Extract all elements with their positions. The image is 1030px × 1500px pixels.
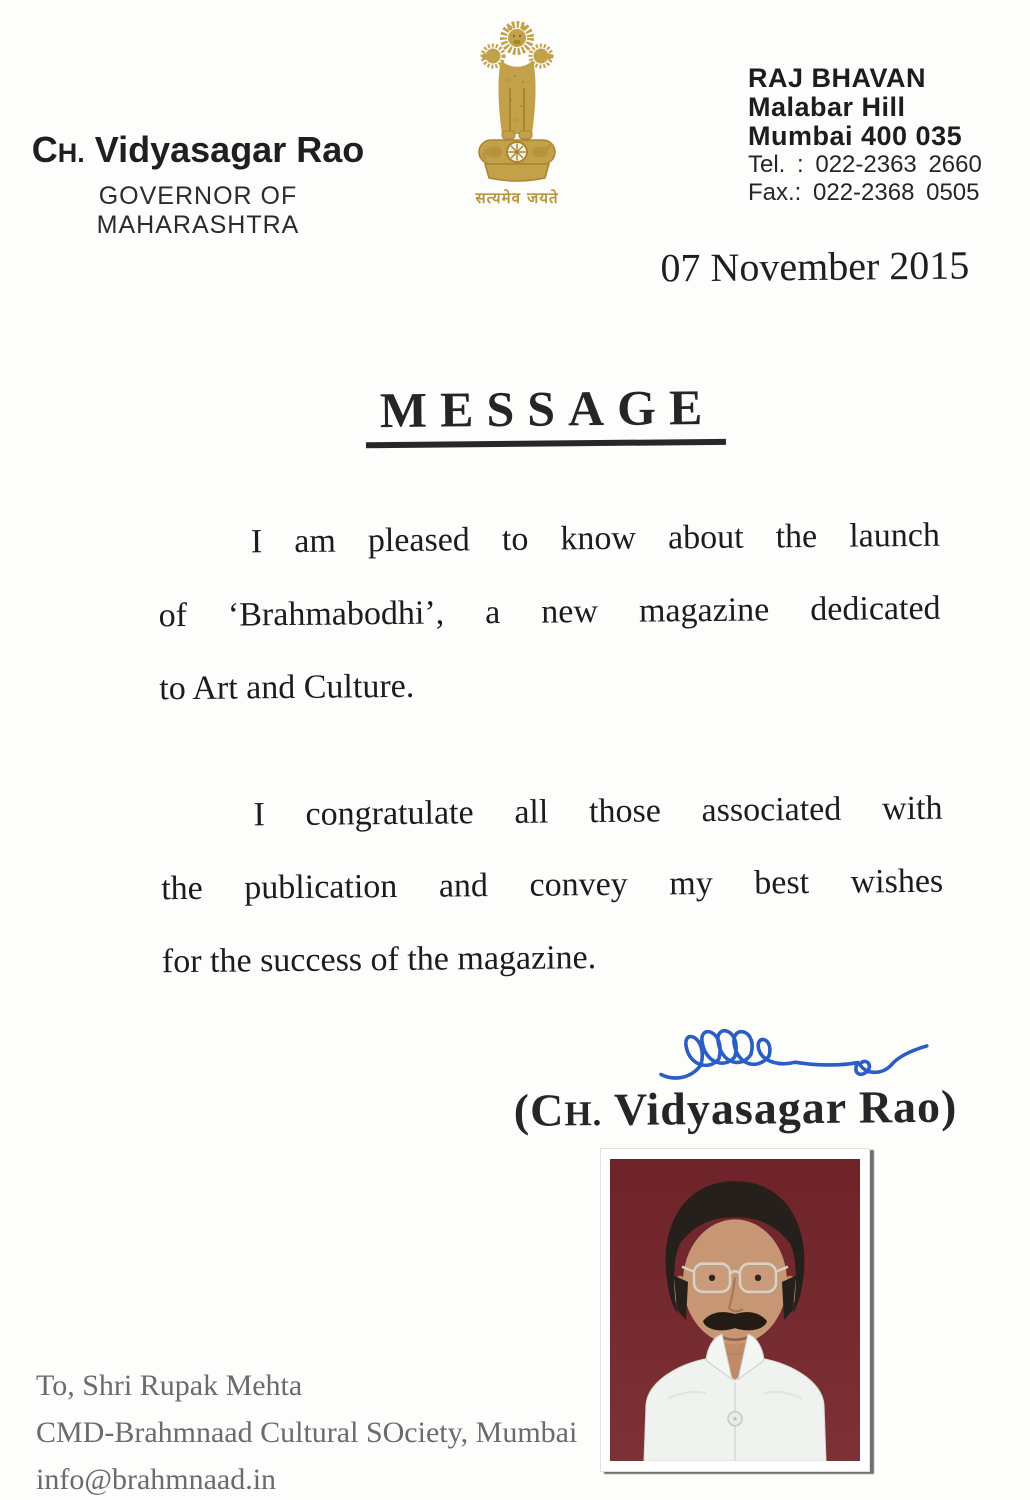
letter-title: MESSAGE — [366, 378, 726, 448]
address-fax: Fax.: 022-2368 0505 — [748, 179, 980, 206]
sender-name-smallcap: H. — [57, 138, 85, 168]
address-tel: Tel. : 022-2363 2660 — [748, 151, 982, 178]
signatory-open: (C — [513, 1084, 565, 1136]
paragraph-line: of ‘Brahmabodhi’, a new magazine dedicated — [158, 589, 941, 635]
paragraph-2 — [160, 772, 944, 998]
paragraph-1 — [158, 499, 942, 725]
paragraph-line: the publication and convey my best wishes — [161, 862, 944, 908]
paragraph-line: for the success of the magazine. — [161, 939, 597, 981]
letter-date: 07 November 2015 — [660, 242, 970, 291]
address-line: Mumbai 400 035 — [748, 121, 963, 151]
address-line: RAJ BHAVAN — [748, 63, 927, 93]
paragraph-line: I congratulate all those associated with — [253, 789, 943, 834]
paragraph-line: to Art and Culture. — [159, 667, 415, 708]
recipient-line: CMD-Brahmnaad Cultural SOciety, Mumbai — [36, 1416, 578, 1449]
emblem-motto: सत्यमेव जयते — [475, 189, 559, 207]
recipient-line: To, Shri Rupak Mehta — [36, 1369, 303, 1402]
governor-portrait-image — [610, 1159, 860, 1461]
recipient-block — [36, 1362, 577, 1500]
sender-name-initial: C — [31, 129, 58, 170]
sender-title: GOVERNOR OF MAHARASHTRA — [96, 182, 300, 239]
paragraph-line: I am pleased to know about the launch — [250, 516, 941, 561]
address-line: Malabar Hill — [748, 92, 906, 122]
signatory-rest: Vidyasagar Rao) — [602, 1080, 958, 1136]
title-wrap — [0, 375, 1027, 452]
recipient-email: info@brahmnaad.in — [36, 1463, 277, 1496]
signatory-smallcap: H. — [564, 1094, 603, 1134]
governor-photo — [600, 1148, 870, 1472]
sender-name-rest: Vidyasagar Rao — [84, 129, 365, 170]
signatory-name — [514, 1080, 958, 1137]
